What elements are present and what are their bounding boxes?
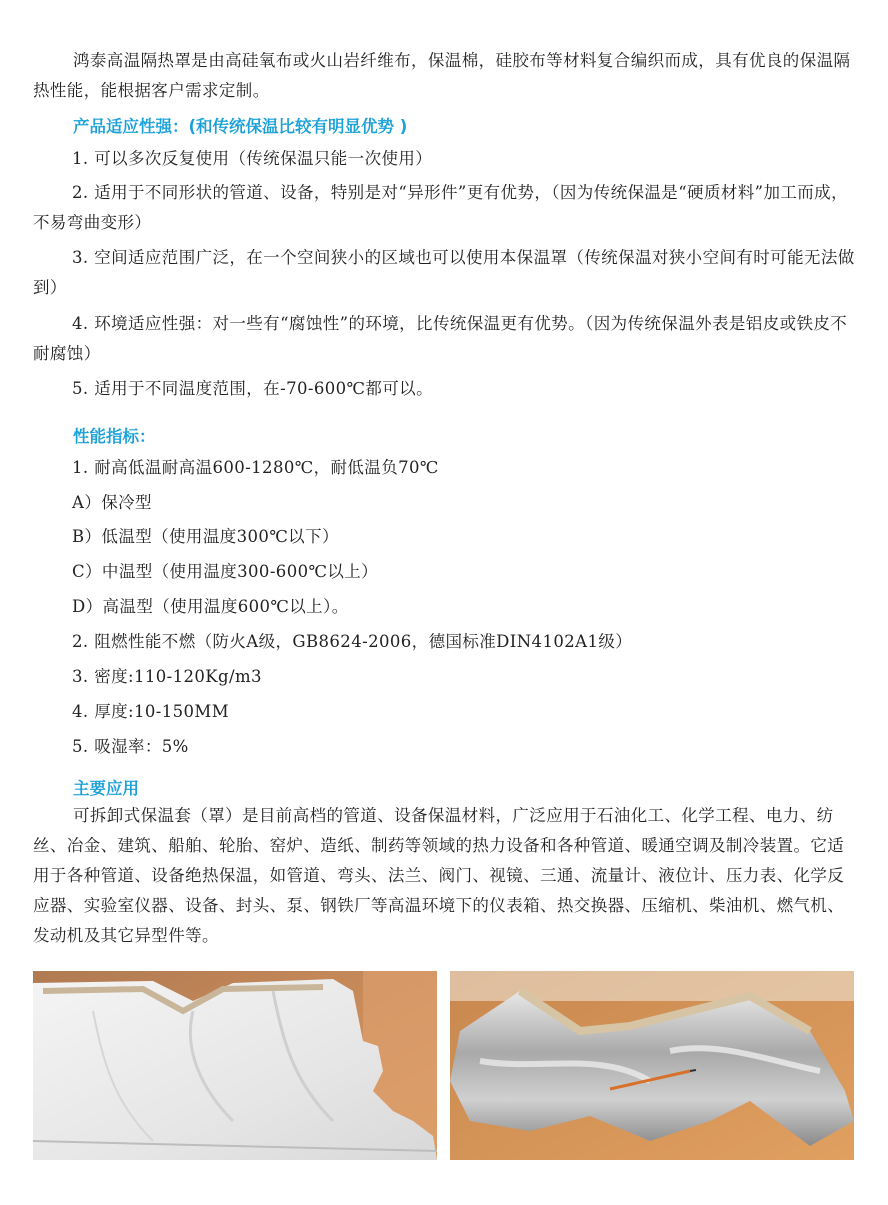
applications-heading: 主要应用 [73, 779, 139, 798]
adaptability-item-1: 1. 可以多次反复使用（传统保温只能一次使用） [72, 149, 433, 168]
adaptability-item-3: 3. 空间适应范围广泛，在一个空间狭小的区域也可以使用本保温罩（传统保温对狭小空间有时可能无法做到） [33, 248, 855, 297]
performance-item-2: 2. 阻燃性能不燃（防火A级，GB8624-2006，德国标准DIN4102A1级） [72, 632, 633, 651]
performance-item-c: C）中温型（使用温度300-600℃以上） [72, 562, 379, 581]
adaptability-item-4: 4. 环境适应性强：对一些有“腐蚀性”的环境，比传统保温更有优势。（因为传统保温外表是铝皮或铁皮不耐腐蚀） [33, 314, 848, 363]
adaptability-item-5: 5. 适用于不同温度范围，在-70-600℃都可以。 [72, 379, 433, 398]
performance-item-5: 5. 吸湿率：5% [72, 737, 189, 756]
adaptability-heading: 产品适应性强：(和传统保温比较有明显优势 ) [73, 117, 408, 136]
applications-paragraph: 可拆卸式保温套（罩）是目前高档的管道、设备保温材料，广泛应用于石油化工、化学工程、电力、纺丝、冶金、建筑、船舶、轮胎、窑炉、造纸、制药等领域的热力设备和各种管道、暖通空调及制冷装置。它适用于各种管道、设备绝热保温，如管道、弯头、法兰、阀门、视镜、三通、流量计、液位计、压力表、化学反应器、实验室仪器、设备、封头、泵、钢铁厂等高温环境下的仪表箱、热交换器、压缩机、柴油机、燃气机、发动机及其它异型件等。 [33, 806, 845, 945]
performance-heading: 性能指标： [73, 427, 156, 446]
insulation-cover-photo-1 [33, 971, 437, 1160]
performance-item-4: 4. 厚度:10-150MM [72, 702, 230, 721]
performance-item-1: 1. 耐高低温耐高温600-1280℃，耐低温负70℃ [72, 458, 439, 477]
insulation-cover-photo-2 [450, 971, 854, 1160]
performance-item-3: 3. 密度:110-120Kg/m3 [72, 667, 262, 686]
performance-item-d: D）高温型（使用温度600℃以上）。 [72, 597, 349, 616]
performance-item-a: A）保冷型 [72, 493, 152, 512]
performance-item-b: B）低温型（使用温度300℃以下） [72, 527, 339, 546]
intro-paragraph: 鸿泰高温隔热罩是由高硅氧布或火山岩纤维布，保温棉，硅胶布等材料复合编织而成，具有优良的保温隔热性能，能根据客户需求定制。 [33, 51, 851, 100]
adaptability-item-2: 2. 适用于不同形状的管道、设备，特别是对“异形件”更有优势，（因为传统保温是“硬质材料”加工而成，不易弯曲变形） [33, 183, 848, 232]
